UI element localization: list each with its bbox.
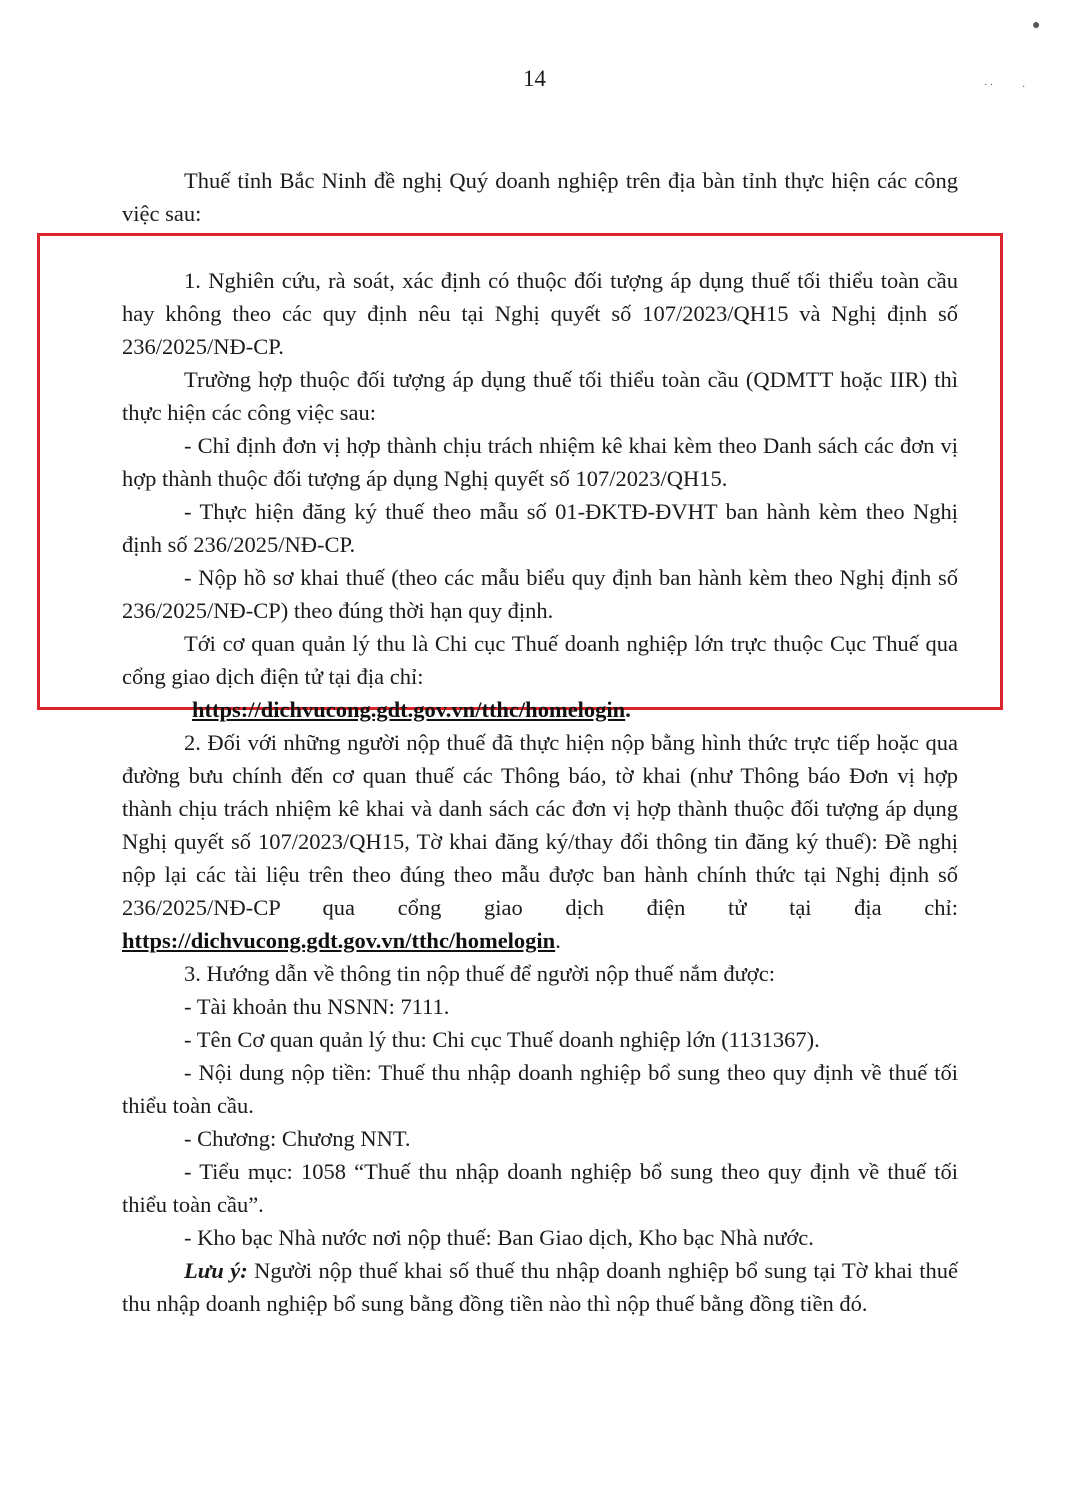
scan-artifact: · · <box>984 80 994 91</box>
portal-link[interactable]: https://dichvucong.gdt.gov.vn/tthc/homelogin <box>192 697 626 722</box>
payment-info-item: - Tiểu mục: 1058 “Thuế thu nhập doanh nghiệp bổ sung theo quy định về thuế tối thiểu toàn cầu”. <box>122 1159 958 1217</box>
payment-info-item: - Kho bạc Nhà nước nơi nộp thuế: Ban Giao dịch, Kho bạc Nhà nước. <box>184 1225 814 1250</box>
intro-paragraph: Thuế tỉnh Bắc Ninh đề nghị Quý doanh nghiệp trên địa bàn tỉnh thực hiện các công việc sau: <box>122 168 958 226</box>
page-number: 14 <box>523 66 546 91</box>
note-text: Người nộp thuế khai số thuế thu nhập doanh nghiệp bổ sung tại Tờ khai thuế thu nhập doanh nghiệp bổ sung bằng đồng tiền nào thì nộp thuế bằng đồng tiền đó. <box>122 1258 959 1316</box>
scan-artifact: · <box>1022 82 1026 93</box>
note-label: Lưu ý: <box>184 1258 248 1283</box>
section-3-heading: 3. Hướng dẫn về thông tin nộp thuế để người nộp thuế nắm được: <box>184 961 775 986</box>
section-1-submit-paragraph: Tới cơ quan quản lý thu là Chi cục Thuế doanh nghiệp lớn trực thuộc Cục Thuế qua cổng giao dịch điện tử tại địa chỉ: <box>122 631 958 689</box>
section-1-bullet: - Chỉ định đơn vị hợp thành chịu trách nhiệm kê khai kèm theo Danh sách các đơn vị hợp thành thuộc đối tượng áp dụng Nghị quyết số 107/2023/QH15. <box>122 433 958 491</box>
section-1-bullet: - Thực hiện đăng ký thuế theo mẫu số 01-ĐKTĐ-ĐVHT ban hành kèm theo Nghị định số 236/2025/NĐ-CP. <box>122 499 958 557</box>
payment-info-item: - Tên Cơ quan quản lý thu: Chi cục Thuế doanh nghiệp lớn (1131367). <box>184 1027 820 1052</box>
section-2-text: 2. Đối với những người nộp thuế đã thực hiện nộp bằng hình thức trực tiếp hoặc qua đường bưu chính đến cơ quan thuế các Thông báo, tờ khai (như Thông báo Đơn vị hợp thành chịu trách nhiệm kê khai và danh sách các đơn vị hợp thành thuộc đối tượng áp dụng Nghị quyết số 107/2023/QH15, Tờ khai đăng ký/thay đổi thông tin đăng ký thuế): Đề nghị nộp lại các tài liệu trên theo đúng theo mẫu được ban hành chính thức tại Nghị định số 236/2025/NĐ-CP qua cổng giao dịch điện tử tại địa chỉ: <box>122 730 958 920</box>
portal-link[interactable]: https://dichvucong.gdt.gov.vn/tthc/homelogin <box>122 928 556 953</box>
section-1-case-paragraph: Trường hợp thuộc đối tượng áp dụng thuế tối thiểu toàn cầu (QDMTT hoặc IIR) thì thực hiện các công việc sau: <box>122 367 958 425</box>
payment-info-item: - Nội dung nộp tiền: Thuế thu nhập doanh nghiệp bổ sung theo quy định về thuế tối thiểu toàn cầu. <box>122 1060 958 1118</box>
section-1-link-line: https://dichvucong.gdt.gov.vn/tthc/homelogin. <box>192 697 631 722</box>
section-2-paragraph: 2. Đối với những người nộp thuế đã thực hiện nộp bằng hình thức trực tiếp hoặc qua đường bưu chính đến cơ quan thuế các Thông báo, tờ khai (như Thông báo Đơn vị hợp thành chịu trách nhiệm kê khai và danh sách các đơn vị hợp thành thuộc đối tượng áp dụng Nghị quyết số 107/2023/QH15, Tờ khai đăng ký/thay đổi thông tin đăng ký thuế): Đề nghị nộp lại các tài liệu trên theo đúng theo mẫu được ban hành chính thức tại Nghị định số 236/2025/NĐ-CP qua cổng giao dịch điện tử tại địa chỉ: https://dichvucong.gdt.gov.vn/tthc/homelogin. <box>122 730 958 953</box>
payment-info-item: - Chương: Chương NNT. <box>184 1126 411 1151</box>
section-1-bullet: - Nộp hồ sơ khai thuế (theo các mẫu biểu quy định ban hành kèm theo Nghị định số 236/2025/NĐ-CP) theo đúng thời hạn quy định. <box>122 565 958 623</box>
section-1-paragraph: 1. Nghiên cứu, rà soát, xác định có thuộc đối tượng áp dụng thuế tối thiểu toàn cầu hay không theo các quy định nêu tại Nghị quyết số 107/2023/QH15 và Nghị định số 236/2025/NĐ-CP. <box>122 268 958 359</box>
document-body <box>122 164 958 1320</box>
scan-artifact: ● <box>1032 18 1041 33</box>
note-paragraph <box>122 1254 958 1320</box>
payment-info-item: - Tài khoản thu NSNN: 7111. <box>184 994 450 1019</box>
